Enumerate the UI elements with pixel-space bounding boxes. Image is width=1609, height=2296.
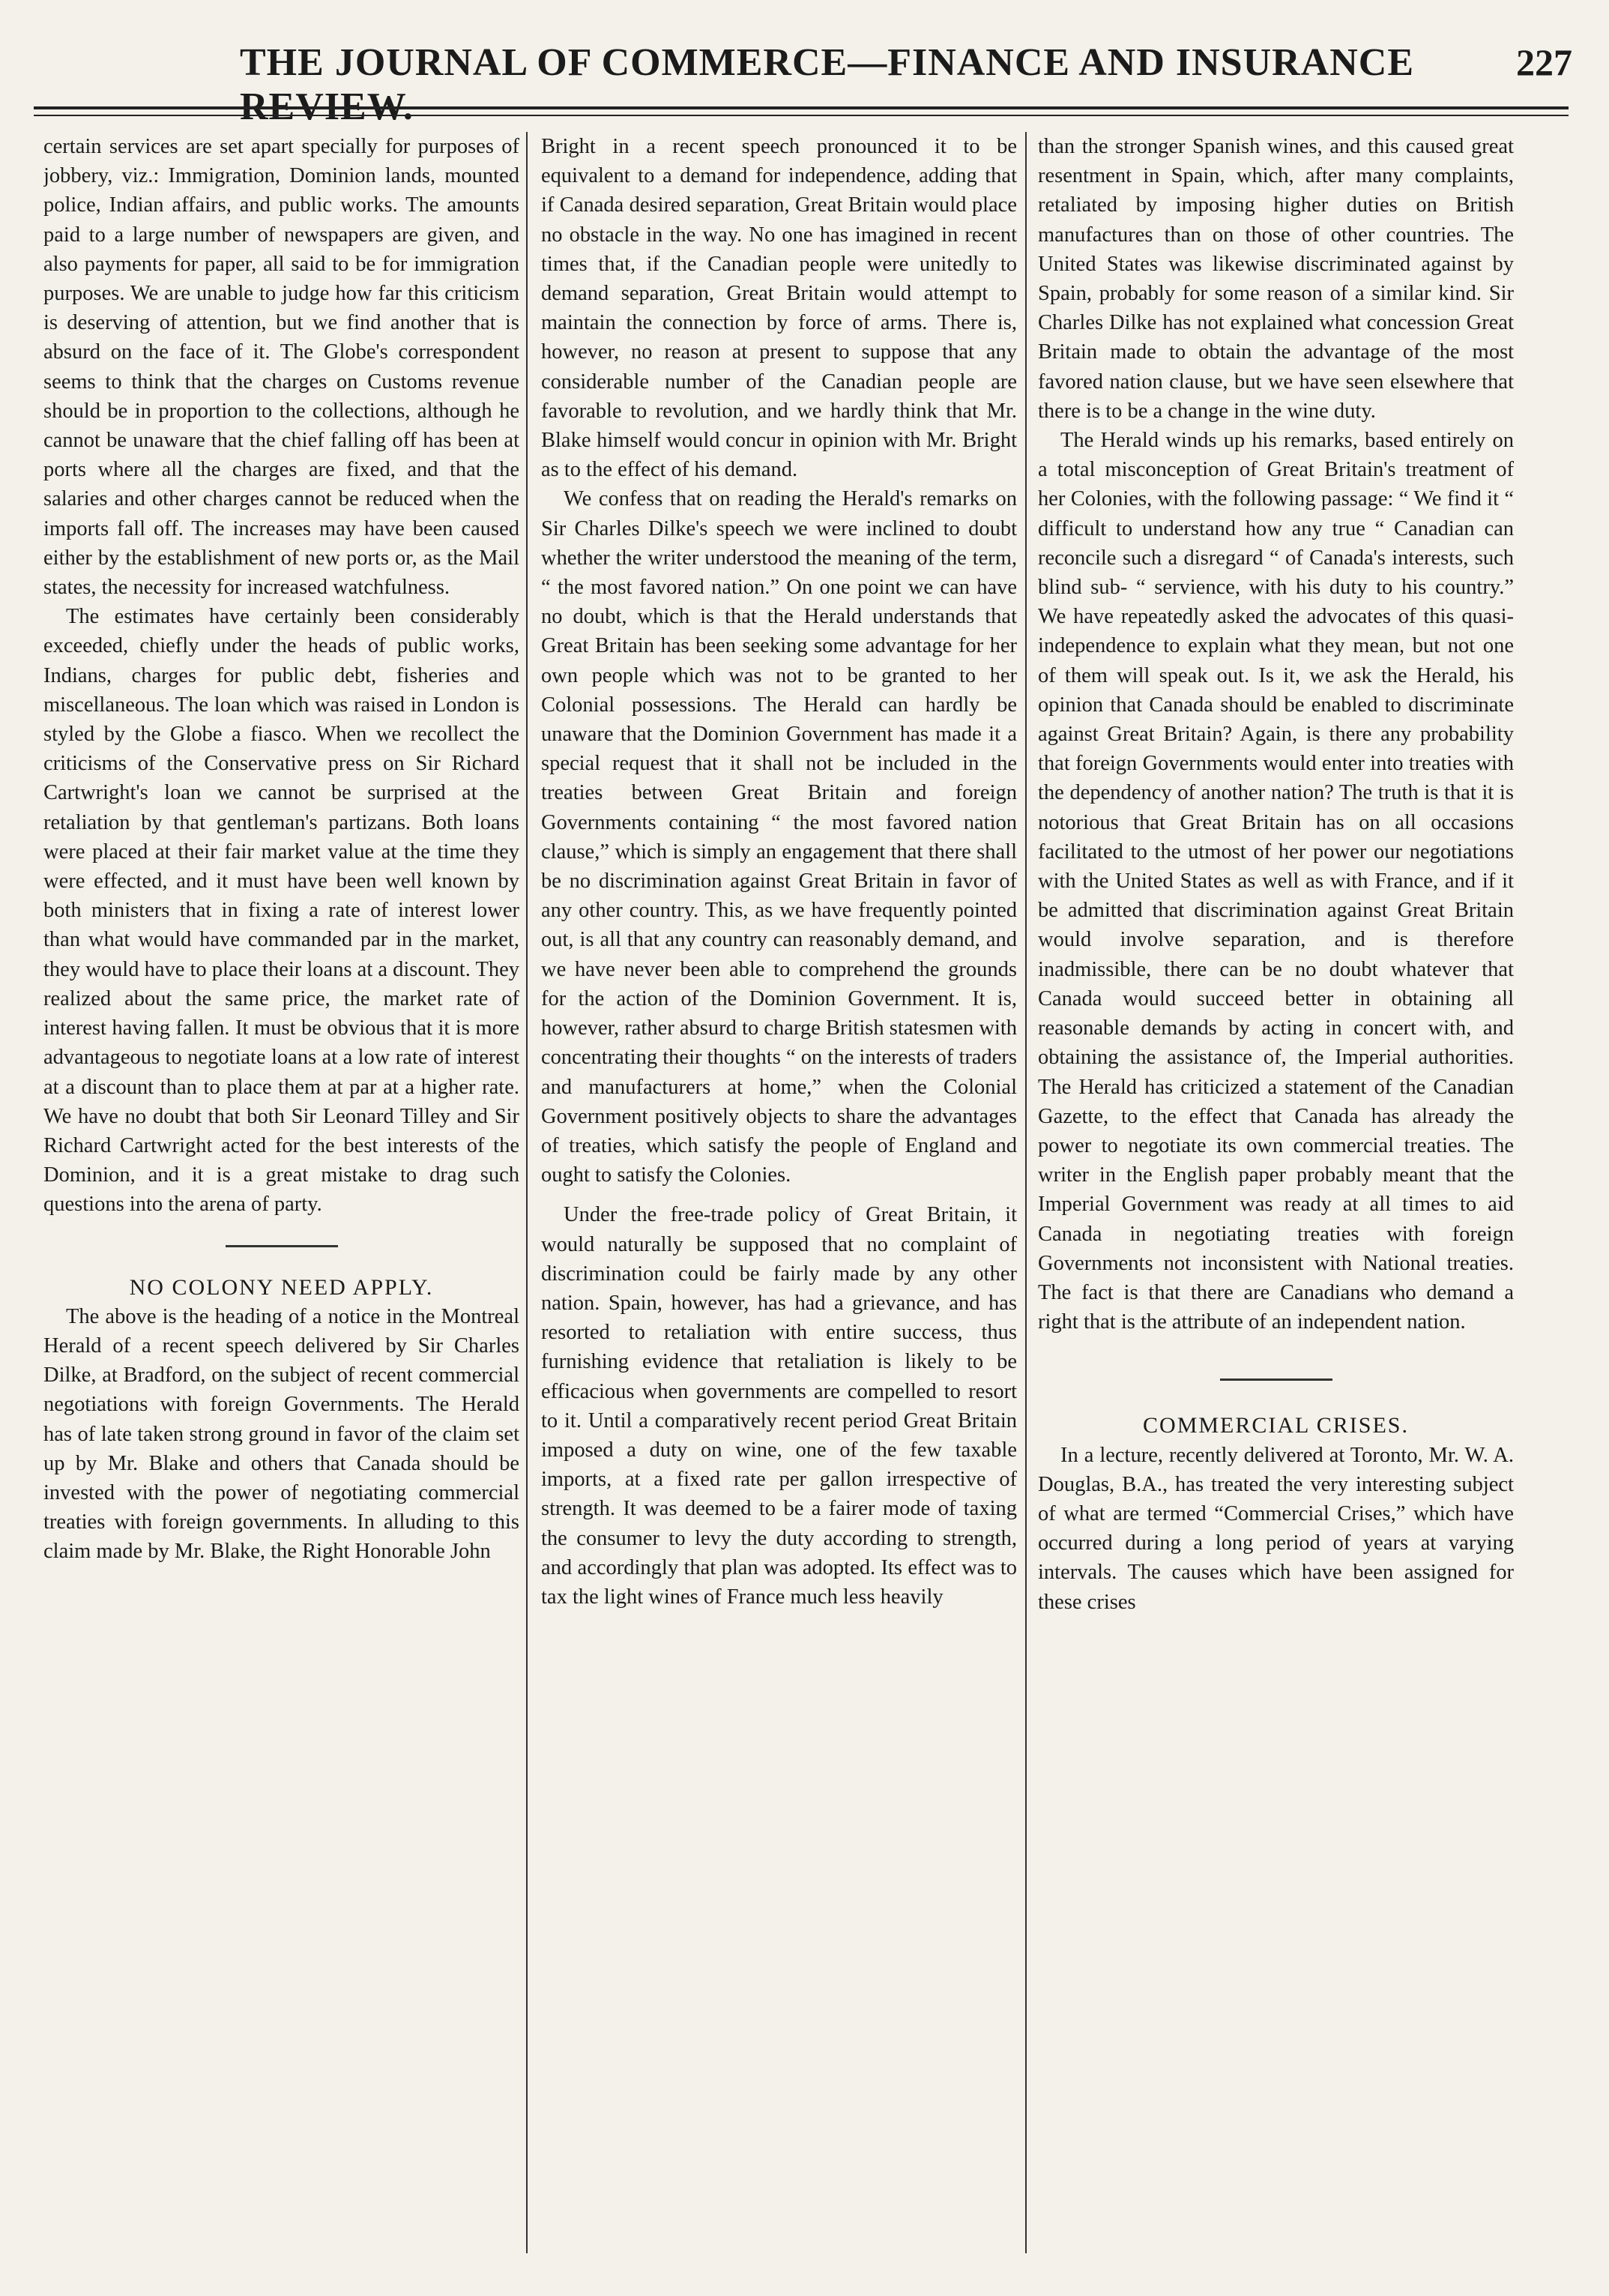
header-rule-thin — [34, 115, 1569, 116]
column-divider-2 — [1025, 132, 1027, 2253]
paragraph: Under the free-trade policy of Great Britain, it would naturally be supposed that no complaint of discrimination could be fairly made by any other nation. Spain, however, has had a grievance, and has resorted to retaliation with entire success, thus furnishing evidence that retaliation is likely to be efficacious when governments are compelled to resort to it. Until a comparatively recent period Great Britain imposed a duty on wine, one of the few taxable imports, at a fixed rate per gallon irrespective of strength. It was deemed to be a fairer mode of taxing the consumer to levy the duty according to strength, and accordingly that plan was adopted. Its effect was to tax the light wines of France much less heavily — [541, 1203, 1017, 1609]
journal-title: THE JOURNAL OF COMMERCE—FINANCE AND INSURANCE REVIEW. — [240, 41, 1415, 128]
section-heading: COMMERCIAL CRISES. — [1143, 1413, 1409, 1438]
page-number: 227 — [1516, 41, 1572, 83]
paragraph: The above is the heading of a notice in the Montreal Herald of a recent speech delivered by Sir Charles Dilke, at Bradford, on the subject of recent commercial negotiations with foreign Governments. The Herald has of late taken strong ground in favor of the claim set up by Mr. Blake and others that Canada should be invested with the power of negotiating commercial treaties with foreign governments. In alluding to this claim made by Mr. Blake, the Right Honorable John — [43, 1304, 519, 1564]
paragraph: Bright in a recent speech pronounced it to be equivalent to a demand for independence, adding that if Canada desired separation, Great Britain would place no obstacle in the way. No one has imagined in recent times that, if the Canadian people were unitedly to demand separation, Great Britain would attempt to maintain the connection by force of arms. There is, however, no reason at present to suppose that any considerable number of the Canadian people are favorable to revolution, and we hardly think that Mr. Blake himself would concur in opinion with Mr. Bright as to the effect of his demand. — [541, 135, 1017, 482]
paragraph: than the stronger Spanish wines, and this caused great resentment in Spain, which, after many complaints, retaliated by imposing higher duties on British manufactures than on those of other countries. The United States was likewise discriminated against by Spain, probably for some reason of a similar kind. Sir Charles Dilke has not explained what concession Great Britain made to obtain the advantage of the most favored nation clause, but we have seen elsewhere that there is to be a change in the wine duty. — [1038, 135, 1514, 423]
paragraph-spacer — [541, 1190, 1017, 1200]
column-divider-1 — [526, 132, 528, 2253]
section-separator — [1220, 1378, 1332, 1381]
paragraph: We confess that on reading the Herald's remarks on Sir Charles Dilke's speech we were inclined to doubt whether the writer understood the meaning of the term, “ the most favored nation.” On one point we can have no doubt, which is that the Herald understands that Great Britain has been seeking some advantage for her own people which was not to be granted to her Colonial possessions. The Herald can hardly be unaware that the Dominion Government has made it a special request that it shall not be included in the treaties between Great Britain and foreign Governments containing “ the most favored nation clause,” which is simply an engagement that there shall be no discrimination against Great Britain in favor of any other country. This, as we have frequently pointed out, is all that any country can reasonably demand, and we have never been able to comprehend the grounds for the action of the Dominion Government. It is, however, rather absurd to charge British statesmen with concentrating their thoughts “ on the interests of traders and manufacturers at home,” when the Colonial Government positively objects to share the advantages of treaties, which satisfy the people of England and ought to satisfy the Colonies. — [541, 487, 1017, 1187]
column-1 — [43, 132, 519, 2261]
section-separator — [226, 1245, 338, 1247]
paragraph: The estimates have certainly been considerably exceeded, chiefly under the heads of public works, Indians, charges for public debt, fisheries and miscellaneous. The loan which was raised in London is styled by the Globe a fiasco. When we recollect the criticisms of the Conservative press on Sir Richard Cartwright's loan we cannot be surprised at the retaliation by that gentleman's partizans. Both loans were placed at their fair market value at the time they were effected, and it must have been well known by both ministers that in fixing a rate of interest lower than what would have commanded par in the market, they would have to place their loans at a discount. They realized about the same price, the market rate of interest having fallen. It must be obvious that it is more advantageous to negotiate loans at a low rate of interest at a discount than to place them at par at a higher rate. We have no doubt that both Sir Leonard Tilley and Sir Richard Cartwright acted for the best interests of the Dominion, and it is a great mistake to drag such questions into the arena of party. — [43, 605, 519, 1217]
page-header — [30, 31, 1580, 128]
header-rule-thick — [34, 106, 1569, 109]
paragraph: certain services are set apart specially for purposes of jobbery, viz.: Immigration, Dominion lands, mounted police, Indian affairs, and public works. The amounts paid to a large number of newspapers are given, and also payments for paper, all said to be for immigration purposes. We are unable to judge how far this criticism is deserving of attention, but we find another that is absurd on the face of it. The Globe's correspondent seems to think that the charges on Customs revenue should be in proportion to the collections, although he cannot be unaware that the chief falling off has been at ports where all the charges are fixed, and that the salaries and other charges cannot be reduced when the imports fall off. The increases may have been caused either by the establishment of new ports or, as the Mail states, the necessity for increased watchfulness. — [43, 135, 519, 600]
paragraph: The Herald winds up his remarks, based entirely on a total misconception of Great Britain's treatment of her Colonies, with the following passage: “ We find it “ difficult to understand how any true “ Canadian can reconcile such a disregard “ of Canada's interests, such blind sub- “ servience, with his duty to his country.” We have repeatedly asked the advocates of this quasi-independence to explain what they mean, but not one of them will speak out. Is it, we ask the Herald, his opinion that Canada should be enabled to discriminate against Great Britain? Again, is there any probability that foreign Governments would enter into treaties with the dependency of another nation? The truth is that it is notorious that Great Britain has on all occasions facilitated to the utmost of her power our negotiations with the United States as well as with France, and if it be admitted that discrimination against Great Britain would involve separation, and is therefore inadmissible, there can be no doubt whatever that Canada would succeed better in obtaining all reasonable demands by acting in concert with, and obtaining the assistance of, the Imperial authorities. The Herald has criticized a statement of the Canadian Gazette, to the effect that Canada has already the power to negotiate its own commercial treaties. The writer in the English paper probably meant that the Imperial Government was ready at all times to aid Canada in negotiating treaties with foreign Governments not inconsistent with National treaties. The fact is that there are Canadians who demand a right that is the attribute of an independent nation. — [1038, 429, 1514, 1334]
paragraph: In a lecture, recently delivered at Toronto, Mr. W. A. Douglas, B.A., has treated the very interesting subject of what are termed “Commercial Crises,” which have occurred during a long period of years at varying intervals. The causes which have been assigned for these crises — [1038, 1443, 1514, 1614]
section-heading: NO COLONY NEED APPLY. — [129, 1274, 434, 1300]
column-3 — [1038, 132, 1514, 2261]
column-2 — [541, 132, 1017, 2261]
